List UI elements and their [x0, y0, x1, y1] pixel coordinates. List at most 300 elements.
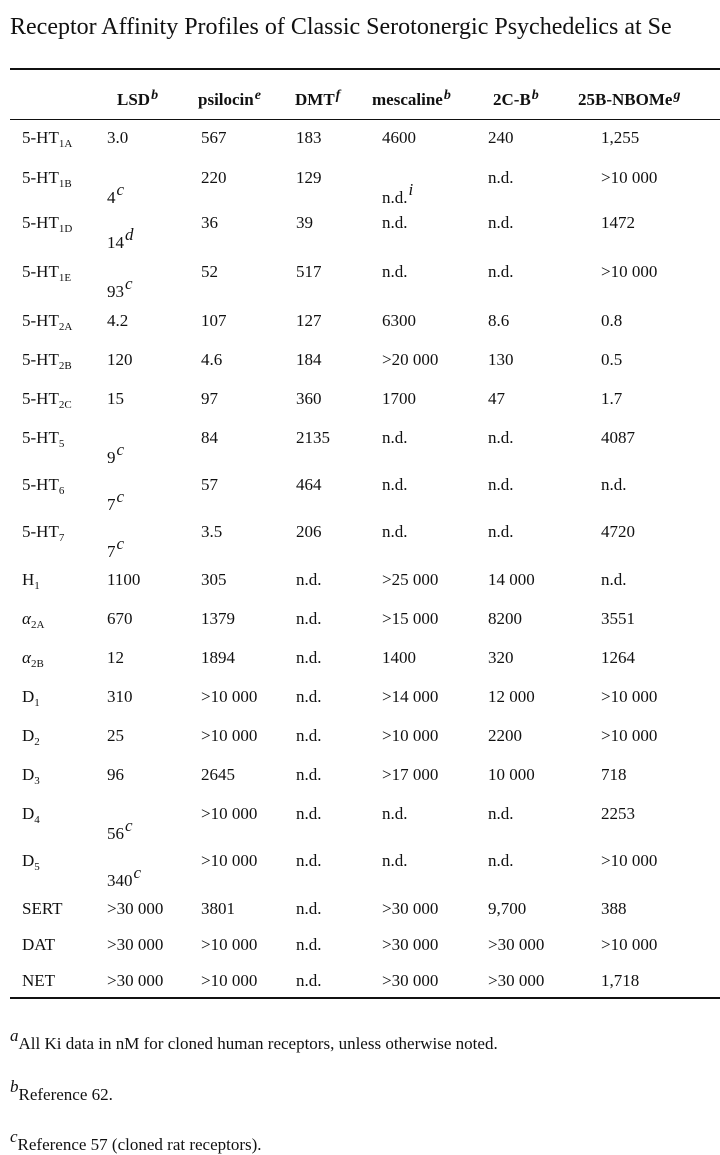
table-cell — [382, 350, 438, 370]
cell-value: n.d. — [296, 648, 322, 667]
footnote-letter: b — [10, 1077, 19, 1096]
cell-value: 206 — [296, 522, 322, 541]
row-label-subscript: 1E — [58, 272, 72, 284]
column-header-2 — [295, 86, 340, 110]
table-cell — [382, 687, 438, 707]
cell-value: n.d. — [296, 804, 322, 823]
table-cell — [201, 522, 222, 542]
table-cell — [601, 128, 639, 148]
cell-value: >10 000 — [201, 726, 258, 745]
table-cell — [382, 213, 408, 233]
table-cell — [296, 851, 322, 871]
table-cell — [488, 168, 514, 188]
cell-footnote-mark: c — [116, 440, 125, 459]
cell-value: n.d. — [296, 726, 322, 745]
cell-footnote-mark: d — [125, 225, 134, 244]
row-label-base: NET — [22, 971, 56, 990]
cell-value: 3801 — [201, 899, 235, 918]
table-cell — [488, 726, 522, 746]
cell-value: n.d. — [296, 851, 322, 870]
cell-value: n.d. — [296, 687, 322, 706]
cell-value: 4720 — [601, 522, 635, 541]
table-cell — [382, 311, 416, 331]
cell-footnote-mark: c — [125, 816, 133, 835]
column-header-label: mescaline — [372, 90, 443, 109]
cell-value: 2200 — [488, 726, 522, 745]
table-cell — [296, 262, 322, 282]
table-cell — [107, 534, 124, 562]
table-cell — [296, 971, 322, 991]
table-cell — [601, 687, 657, 707]
cell-value: 36 — [201, 213, 218, 232]
table-cell — [488, 765, 535, 785]
table-title: Receptor Affinity Profiles of Classic Serotonergic Psychedelics at Se — [10, 14, 672, 40]
footnote-letter: a — [10, 1026, 19, 1045]
table-cell — [382, 804, 408, 824]
row-label — [22, 213, 72, 239]
cell-value: >30 000 — [488, 971, 545, 990]
cell-value: 1,255 — [601, 128, 640, 147]
row-label — [22, 935, 55, 955]
cell-value: n.d. — [296, 570, 322, 589]
table-bottom-rule — [10, 997, 720, 999]
cell-value: 360 — [296, 389, 322, 408]
table-cell — [296, 168, 322, 188]
cell-value: 305 — [201, 570, 227, 589]
cell-value: n.d. — [488, 522, 514, 541]
table-cell — [382, 475, 408, 495]
row-label-base: 5-HT — [22, 128, 59, 147]
cell-value: >20 000 — [382, 350, 439, 369]
table-cell — [382, 971, 438, 991]
row-label-base: 5-HT — [22, 311, 59, 330]
table-cell — [488, 648, 514, 668]
table-cell — [488, 609, 522, 629]
cell-value: 9,700 — [488, 899, 527, 918]
cell-value: 1894 — [201, 648, 235, 667]
cell-value: 1400 — [382, 648, 416, 667]
cell-value: n.d. — [296, 765, 322, 784]
table-cell — [107, 971, 163, 991]
row-label — [22, 428, 64, 454]
table-cell — [107, 687, 133, 707]
table-cell — [296, 213, 313, 233]
cell-value: n.d. — [382, 804, 408, 823]
table-cell — [107, 863, 141, 891]
table-cell — [107, 609, 133, 629]
cell-value: 567 — [201, 128, 227, 147]
row-label-subscript: 2C — [58, 399, 72, 411]
row-label-base: D — [22, 726, 35, 745]
row-label — [22, 350, 72, 376]
table-cell — [107, 816, 133, 844]
table-cell — [488, 899, 526, 919]
table-cell — [201, 851, 257, 871]
table-cell — [601, 475, 627, 495]
table-cell — [382, 851, 408, 871]
cell-value: n.d. — [296, 935, 322, 954]
row-label-base: D — [22, 851, 35, 870]
cell-value: 3.0 — [107, 128, 129, 147]
cell-value: 0.8 — [601, 311, 623, 330]
row-label-base: 5-HT — [22, 168, 59, 187]
table-cell — [201, 765, 235, 785]
row-label-subscript: 2B — [58, 360, 72, 372]
cell-value: >10 000 — [601, 935, 658, 954]
row-label-base: D — [22, 687, 35, 706]
table-cell — [201, 804, 257, 824]
row-label-subscript: 2 — [34, 736, 40, 748]
cell-value: 4 — [107, 188, 116, 207]
column-header-4 — [493, 86, 539, 110]
cell-value: >25 000 — [382, 570, 439, 589]
table-cell — [107, 765, 124, 785]
cell-value: n.d. — [601, 570, 627, 589]
cell-value: 52 — [201, 262, 218, 281]
cell-value: 6300 — [382, 311, 416, 330]
table-cell — [201, 726, 257, 746]
table-header-rule — [10, 119, 720, 120]
table-cell — [296, 311, 322, 331]
table-cell — [107, 440, 124, 468]
row-label — [22, 726, 40, 752]
row-label-subscript: 1 — [34, 580, 40, 592]
cell-value: >30 000 — [107, 971, 164, 990]
cell-value: 310 — [107, 687, 133, 706]
table-cell — [601, 765, 627, 785]
table-cell — [601, 648, 635, 668]
cell-value: >10 000 — [601, 687, 658, 706]
table-cell — [488, 262, 514, 282]
table-cell — [601, 262, 657, 282]
table-cell — [601, 804, 635, 824]
cell-footnote-mark: c — [116, 534, 125, 553]
column-header-label: LSD — [117, 90, 151, 109]
cell-value: >10 000 — [601, 168, 658, 187]
cell-value: 1472 — [601, 213, 635, 232]
table-cell — [201, 389, 218, 409]
cell-value: 12 — [107, 648, 124, 667]
table-cell — [488, 804, 514, 824]
cell-footnote-mark: c — [116, 487, 125, 506]
column-header-5 — [578, 86, 680, 110]
table-cell — [488, 935, 544, 955]
table-cell — [201, 609, 235, 629]
table-cell — [296, 522, 322, 542]
cell-value: >17 000 — [382, 765, 439, 784]
cell-value: 1.7 — [601, 389, 623, 408]
table-cell — [107, 350, 133, 370]
cell-value: n.d. — [488, 262, 514, 281]
footnote-text: Reference 57 (cloned rat receptors). — [17, 1135, 262, 1154]
table-cell — [488, 128, 514, 148]
table-cell — [201, 648, 235, 668]
table-cell — [488, 350, 514, 370]
cell-value: 12 000 — [488, 687, 535, 706]
table-cell — [601, 609, 635, 629]
row-label-base: H — [22, 570, 35, 589]
table-cell — [601, 726, 657, 746]
column-header-footnote-mark: b — [443, 88, 451, 103]
table-cell — [107, 899, 163, 919]
table-cell — [296, 350, 322, 370]
table-cell — [488, 213, 514, 233]
row-label-subscript: 5 — [34, 861, 40, 873]
cell-value: 1100 — [107, 570, 141, 589]
table-cell — [296, 570, 322, 590]
cell-value: >15 000 — [382, 609, 439, 628]
cell-value: >10 000 — [201, 804, 258, 823]
table-cell — [601, 168, 657, 188]
column-header-0 — [117, 86, 158, 110]
cell-value: 14 — [107, 233, 124, 252]
cell-value: >30 000 — [382, 899, 439, 918]
cell-footnote-mark: c — [116, 180, 125, 199]
table-cell — [488, 311, 509, 331]
footnote-text: Reference 62. — [18, 1085, 113, 1104]
cell-value: 8200 — [488, 609, 522, 628]
cell-value: 15 — [107, 389, 124, 408]
row-label-subscript: 2A — [30, 619, 45, 631]
cell-value: 2253 — [601, 804, 635, 823]
table-cell — [382, 609, 438, 629]
cell-value: >10 000 — [201, 687, 258, 706]
row-label-subscript: 1 — [34, 697, 40, 709]
cell-value: n.d. — [488, 475, 514, 494]
table-cell — [107, 274, 133, 302]
table-cell — [382, 726, 438, 746]
row-label-base: D — [22, 765, 35, 784]
table-cell — [382, 899, 438, 919]
cell-value: >10 000 — [201, 851, 258, 870]
table-cell — [201, 311, 227, 331]
table-cell — [601, 389, 622, 409]
table-cell — [201, 935, 257, 955]
cell-value: n.d. — [296, 899, 322, 918]
cell-value: n.d. — [488, 804, 514, 823]
table-cell — [107, 311, 128, 331]
row-label-subscript: 5 — [58, 438, 65, 450]
row-label — [22, 128, 72, 154]
row-label-subscript: 4 — [34, 814, 40, 826]
column-header-footnote-mark: e — [254, 88, 261, 103]
table-cell — [107, 225, 134, 253]
row-label-base: α — [22, 609, 31, 628]
table-cell — [488, 428, 514, 448]
row-label — [22, 765, 40, 791]
cell-value: n.d. — [382, 475, 408, 494]
cell-value: >30 000 — [107, 899, 164, 918]
cell-value: 1264 — [601, 648, 635, 667]
table-cell — [296, 899, 322, 919]
cell-value: 14 000 — [488, 570, 535, 589]
cell-value: 7 — [107, 495, 116, 514]
table-cell — [201, 128, 227, 148]
cell-value: n.d. — [296, 609, 322, 628]
table-cell — [382, 428, 408, 448]
row-label — [22, 570, 40, 596]
footnote-text: All Ki data in nM for cloned human receptors, unless otherwise noted. — [18, 1034, 498, 1053]
table-cell — [107, 487, 124, 515]
table-cell — [382, 522, 408, 542]
row-label — [22, 804, 40, 830]
row-label — [22, 899, 63, 919]
cell-value: >30 000 — [382, 935, 439, 954]
table-cell — [601, 428, 635, 448]
cell-value: 517 — [296, 262, 322, 281]
table-cell — [382, 389, 416, 409]
cell-value: >30 000 — [488, 935, 545, 954]
cell-value: 0.5 — [601, 350, 623, 369]
cell-value: 57 — [201, 475, 218, 494]
row-label — [22, 851, 40, 877]
table-cell — [107, 180, 124, 208]
table-cell — [201, 899, 235, 919]
table-cell — [107, 570, 140, 590]
table-cell — [488, 851, 514, 871]
row-label — [22, 971, 55, 991]
cell-value: 84 — [201, 428, 218, 447]
cell-value: 130 — [488, 350, 514, 369]
row-label — [22, 522, 64, 548]
cell-footnote-mark: c — [125, 274, 133, 293]
cell-value: n.d. — [382, 262, 408, 281]
cell-value: 2645 — [201, 765, 235, 784]
cell-value: >30 000 — [107, 935, 164, 954]
table-cell — [296, 804, 322, 824]
cell-value: n.d. — [601, 475, 627, 494]
column-header-3 — [372, 86, 451, 110]
row-label-base: SERT — [22, 899, 63, 918]
cell-value: 184 — [296, 350, 322, 369]
table-cell — [382, 180, 413, 208]
row-label-base: 5-HT — [22, 428, 59, 447]
table-cell — [296, 128, 322, 148]
table-cell — [382, 128, 416, 148]
row-label — [22, 687, 40, 713]
table-top-rule — [10, 68, 720, 70]
column-header-label: 25B-NBOMe — [578, 90, 673, 109]
row-label-subscript: 2B — [30, 658, 44, 670]
table-cell — [296, 765, 322, 785]
row-label-base: 5-HT — [22, 350, 59, 369]
cell-value: 10 000 — [488, 765, 535, 784]
footnote-c — [10, 1127, 262, 1155]
row-label-subscript: 2A — [58, 321, 73, 333]
cell-value: 97 — [201, 389, 218, 408]
table-cell — [107, 726, 124, 746]
column-header-label: DMT — [295, 90, 335, 109]
table-cell — [488, 971, 544, 991]
table-cell — [488, 389, 505, 409]
cell-value: n.d. — [382, 851, 408, 870]
column-header-footnote-mark: b — [531, 88, 539, 103]
cell-footnote-mark: c — [133, 863, 142, 882]
cell-value: 4.2 — [107, 311, 129, 330]
cell-value: 388 — [601, 899, 627, 918]
table-cell — [296, 687, 322, 707]
row-label-subscript: 6 — [58, 485, 65, 497]
cell-value: n.d. — [488, 428, 514, 447]
row-label — [22, 609, 44, 635]
cell-value: n.d. — [488, 851, 514, 870]
cell-value: 464 — [296, 475, 322, 494]
cell-value: >10 000 — [601, 262, 658, 281]
cell-value: 39 — [296, 213, 313, 232]
cell-value: 340 — [107, 871, 133, 890]
cell-value: 1,718 — [601, 971, 640, 990]
row-label-base: 5-HT — [22, 262, 59, 281]
row-label-base: 5-HT — [22, 213, 59, 232]
row-label-base: α — [22, 648, 31, 667]
table-cell — [382, 765, 438, 785]
cell-value: >30 000 — [382, 971, 439, 990]
row-label-base: D — [22, 804, 35, 823]
table-cell — [488, 475, 514, 495]
table-cell — [601, 570, 627, 590]
cell-value: n.d. — [296, 971, 322, 990]
table-cell — [201, 475, 218, 495]
table-cell — [488, 687, 535, 707]
table-cell — [201, 168, 227, 188]
cell-value: n.d. — [382, 188, 408, 207]
cell-value: 1379 — [201, 609, 235, 628]
row-label-base: 5-HT — [22, 475, 59, 494]
row-label-subscript: 1B — [58, 178, 72, 190]
cell-value: n.d. — [488, 213, 514, 232]
cell-value: 56 — [107, 824, 124, 843]
cell-value: 3.5 — [201, 522, 223, 541]
cell-value: >10 000 — [601, 851, 658, 870]
footnote-a — [10, 1026, 498, 1054]
row-label — [22, 311, 72, 337]
table-cell — [601, 522, 635, 542]
cell-value: 183 — [296, 128, 322, 147]
cell-value: 4087 — [601, 428, 635, 447]
column-header-footnote-mark: b — [151, 88, 159, 103]
row-label-subscript: 1D — [58, 223, 73, 235]
cell-value: >10 000 — [382, 726, 439, 745]
table-cell — [107, 935, 163, 955]
table-cell — [601, 971, 639, 991]
table-cell — [488, 522, 514, 542]
row-label-subscript: 3 — [34, 775, 40, 787]
cell-value: n.d. — [488, 168, 514, 187]
table-cell — [201, 262, 218, 282]
row-label-base: 5-HT — [22, 389, 59, 408]
table-cell — [382, 935, 438, 955]
column-header-1 — [198, 86, 261, 110]
column-header-label: psilocin — [198, 90, 254, 109]
cell-value: 670 — [107, 609, 133, 628]
row-label — [22, 168, 72, 194]
row-label-base: DAT — [22, 935, 56, 954]
table-cell — [201, 971, 257, 991]
table-cell — [601, 851, 657, 871]
cell-value: >14 000 — [382, 687, 439, 706]
cell-value: >10 000 — [601, 726, 658, 745]
cell-value: n.d. — [382, 522, 408, 541]
cell-value: 4.6 — [201, 350, 223, 369]
cell-value: 220 — [201, 168, 227, 187]
table-cell — [201, 350, 222, 370]
column-header-label: 2C-B — [493, 90, 531, 109]
footnote-b — [10, 1077, 113, 1105]
cell-value: 3551 — [601, 609, 635, 628]
cell-footnote-mark: i — [408, 180, 414, 199]
row-label-subscript: 1A — [58, 138, 73, 150]
column-header-footnote-mark: g — [673, 88, 681, 103]
